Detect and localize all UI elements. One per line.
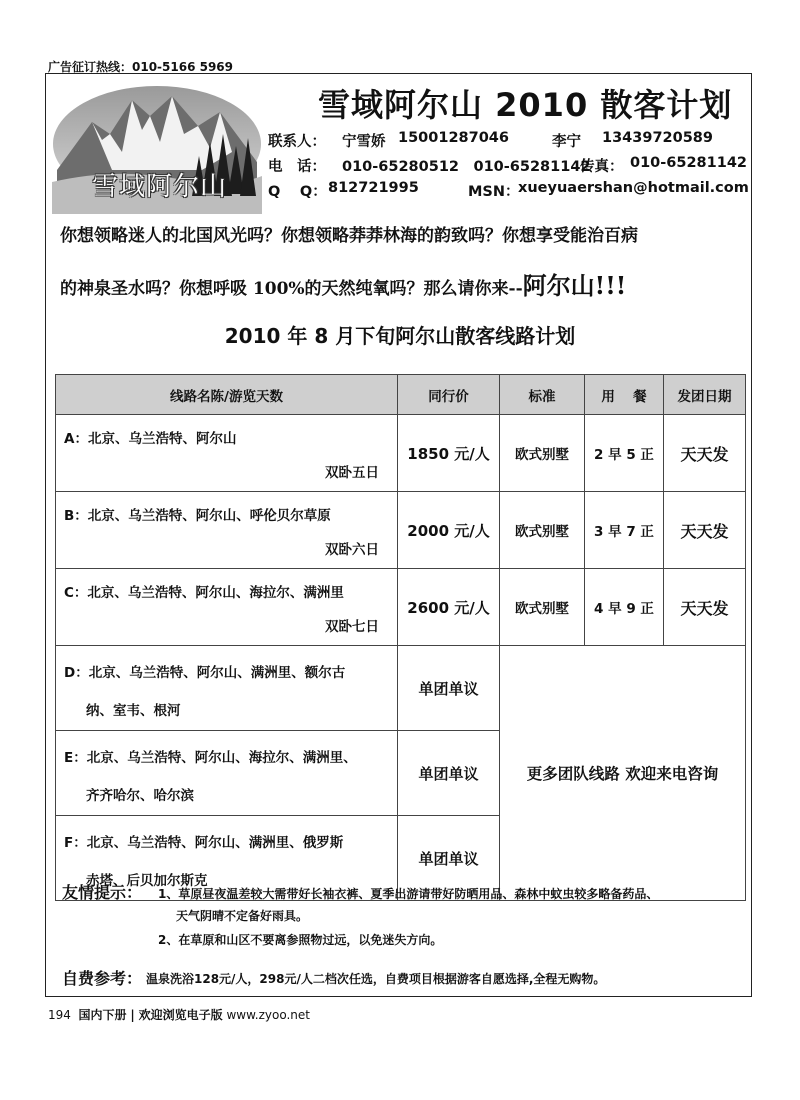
route-days: 双卧七日 [325,619,379,635]
route-line-2: 赤塔、后贝加尔斯克 [86,873,208,889]
fees-label: 自费参考： [62,969,143,988]
standard-cell: 欧式别墅 [500,415,585,492]
tip-1: 1、草原昼夜温差较大需带好长袖衣裤、夏季出游请带好防晒用品、森林中蚊虫较多略备药品、 [158,887,659,901]
table-row [56,492,746,569]
tips-label: 友情提示： [62,883,143,902]
header-price: 同行价 [398,375,500,415]
contact-name-1: 宁雪娇 [342,134,386,150]
intro-emphasis: 阿尔山!!! [522,271,627,300]
route-cell [56,646,398,731]
header-meals: 用 餐 [585,375,664,415]
route-name: B：北京、乌兰浩特、阿尔山、呼伦贝尔草原 [64,508,331,524]
page-title: 雪域阿尔山 2010 散客计划 [318,86,733,124]
section-title: 2010 年 8 月下旬阿尔山散客线路计划 [224,324,576,348]
footer-note: 欢迎浏览电子版 [138,1008,223,1022]
departure-cell: 天天发 [664,415,746,492]
intro-line-1: 你想领略迷人的北国风光吗？你想领略莽莽林海的韵致吗？你想享受能治百病 [60,226,638,246]
route-name: C：北京、乌兰浩特、阿尔山、海拉尔、满洲里 [64,585,344,601]
route-cell [56,731,398,816]
departure-cell: 天天发 [664,569,746,646]
price-cell: 单团单议 [398,646,500,731]
page-number: 194 [48,1008,71,1022]
meals-cell: 4 早 9 正 [585,569,664,646]
route-name [64,654,387,730]
meals-cell: 2 早 5 正 [585,415,664,492]
route-name: A：北京、乌兰浩特、阿尔山 [64,431,237,447]
route-line-1: D：北京、乌兰浩特、阿尔山、满洲里、额尔古 [64,665,346,681]
ad-hotline: 广告征订热线：010-5166 5969 [48,60,234,74]
route-days: 双卧五日 [325,465,379,481]
route-days: 双卧六日 [325,542,379,558]
table-row [56,646,746,731]
departure-cell: 天天发 [664,492,746,569]
header-departure: 发团日期 [664,375,746,415]
standard-cell: 欧式别墅 [500,569,585,646]
standard-cell: 欧式别墅 [500,492,585,569]
intro-line-2-text: 的神泉圣水吗？你想呼吸 100%的天然纯氧吗？那么请你来-- [60,279,523,299]
tel-label: 电 话： [268,159,326,175]
route-cell [56,569,398,646]
route-name [64,739,387,815]
intro-line-2 [60,266,750,301]
route-table [55,374,746,901]
msn-label: MSN： [468,184,520,200]
header-standard: 标准 [500,375,585,415]
route-line-2: 齐齐哈尔、哈尔滨 [86,788,194,804]
page-footer [48,1006,310,1023]
group-note-cell: 更多团队线路 欢迎来电咨询 [500,646,746,901]
contact-phone-1: 15001287046 [398,130,509,146]
tip-2: 2、在草原和山区不要离参照物过远，以免迷失方向。 [158,933,443,947]
footer-section: 国内下册 [78,1008,127,1022]
logo-text: 雪域阿尔山 [92,172,228,202]
tip-1-continued: 天气阴晴不定备好雨具。 [176,909,309,923]
price-cell: 2600 元/人 [398,569,500,646]
price-cell: 单团单议 [398,731,500,816]
contact-label: 联系人： [268,134,326,150]
contact-phone-2: 13439720589 [602,130,713,146]
tel-numbers: 010-65280512 010-65281142 [342,159,591,175]
route-cell [56,492,398,569]
contact-name-2: 李宁 [552,134,581,150]
meals-cell: 3 早 7 正 [585,492,664,569]
table-row [56,415,746,492]
route-line-1: F：北京、乌兰浩特、阿尔山、满洲里、俄罗斯 [64,835,344,851]
price-cell: 单团单议 [398,816,500,901]
footer-url[interactable]: www.zyoo.net [226,1008,310,1022]
table-row [56,569,746,646]
msn-address: xueyuaershan@hotmail.com [518,180,749,196]
route-line-2: 纳、室韦、根河 [86,703,181,719]
route-line-1: E：北京、乌兰浩特、阿尔山、海拉尔、满洲里、 [64,750,357,766]
qq-number: 812721995 [328,180,419,196]
table-header-row [56,375,746,415]
fees-text: 温泉洗浴128元/人，298元/人二档次任选，自费项目根据游客自愿选择,全程无购物。 [146,972,606,986]
route-cell [56,415,398,492]
qq-label: Q Q： [268,184,327,200]
fax-label: 传真： [580,159,624,175]
price-cell: 1850 元/人 [398,415,500,492]
fax-number: 010-65281142 [630,155,747,171]
header-route: 线路名陈/游览天数 [56,375,398,415]
footer-divider: | [130,1008,135,1022]
price-cell: 2000 元/人 [398,492,500,569]
